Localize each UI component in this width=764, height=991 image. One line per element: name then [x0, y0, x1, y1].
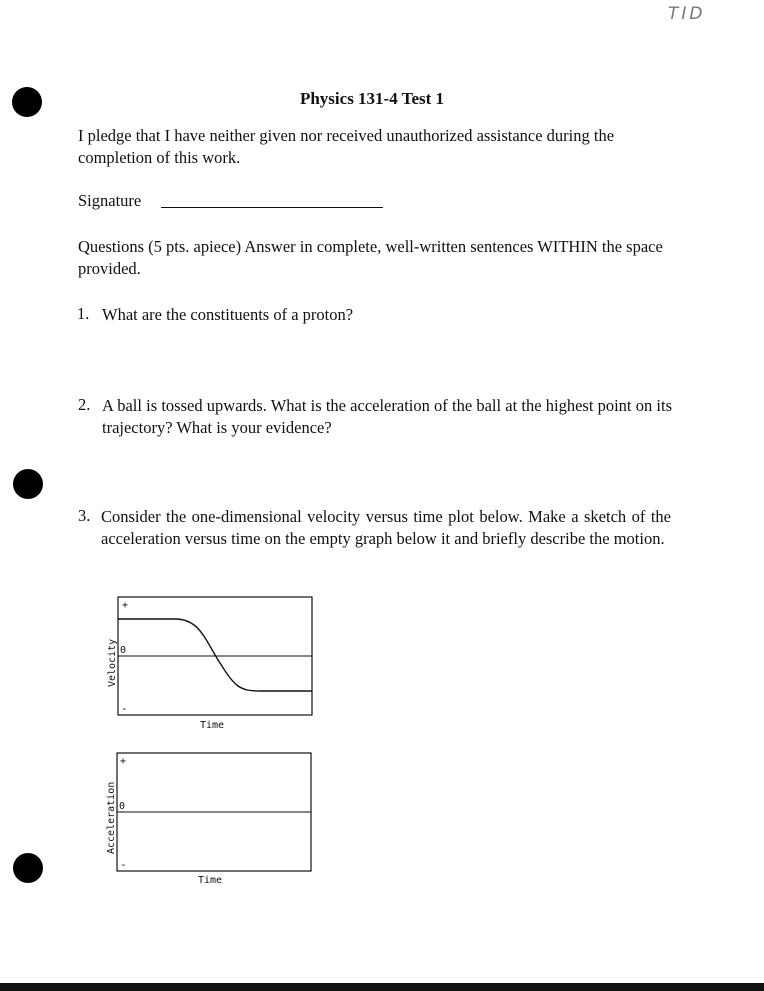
page-title: Physics 131-4 Test 1 [299, 89, 445, 108]
question-3-number: 3. [78, 506, 91, 525]
pledge-text: I pledge that I have neither given nor received unauthorized assistance during the completion of this work. [78, 126, 615, 167]
acceleration-graph [100, 752, 315, 892]
handwritten-corner-mark: TID [668, 4, 706, 24]
punch-hole-middle [13, 469, 43, 499]
instructions-text: Questions (5 pts. apiece) Answer in complete, well-written sentences WITHIN the space provided. [78, 237, 663, 278]
signature-line[interactable] [161, 207, 383, 208]
signature-label: Signature [78, 191, 142, 210]
acceleration-minus-label: - [120, 858, 127, 871]
acceleration-xlabel: Time [198, 875, 223, 886]
acceleration-ylabel: Acceleration [106, 781, 117, 854]
velocity-plus-label: + [122, 600, 129, 611]
question-2-number: 2. [78, 395, 91, 414]
scan-bottom-edge [0, 983, 764, 991]
velocity-graph [100, 595, 315, 735]
question-3-text: Consider the one-dimensional velocity versus time plot below. Make a sketch of the acceleration versus time on the empty graph below it and briefly describe the motion. [101, 507, 671, 548]
question-1-text: What are the constituents of a proton? [102, 305, 354, 324]
question-2-text: A ball is tossed upwards. What is the acceleration of the ball at the highest point on its trajectory? What is your evidence? [102, 396, 672, 437]
velocity-minus-label: - [121, 702, 128, 715]
velocity-ylabel: Velocity [107, 638, 118, 687]
acceleration-zero-label: 0 [119, 801, 126, 812]
acceleration-plus-label: + [120, 756, 127, 767]
velocity-xlabel: Time [200, 720, 225, 731]
velocity-zero-label: 0 [120, 645, 127, 656]
question-1-number: 1. [77, 304, 90, 323]
punch-hole-bottom [13, 853, 43, 883]
velocity-curve [118, 619, 312, 691]
